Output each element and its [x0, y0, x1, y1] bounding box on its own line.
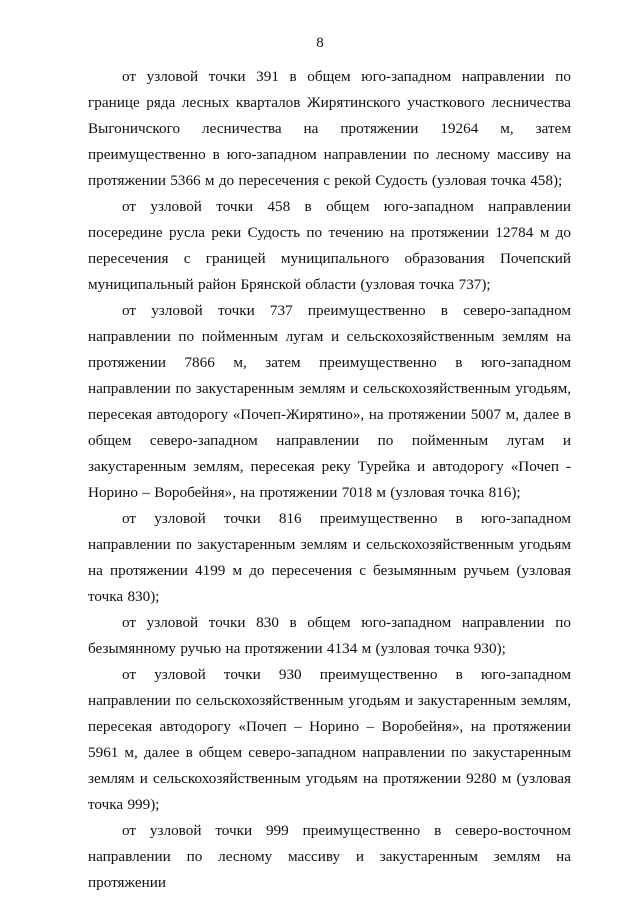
paragraph-node-737: от узловой точки 737 преимущественно в северо-западном направлении по пойменным лугам и сельскохозяйственным землям на протяжении 7866 м, затем преимущественно в юго-западном направлении по закустаренным землям и сельскохозяйственным угодьям, пересекая автодорогу «Почеп-Жирятино», на протяжении 5007 м, далее в общем северо-западном направлении по пойменным лугам и закустаренным землям, пересекая реку Турейка и автодорогу «Почеп - Норино – Воробейня», на протяжении 7018 м (узловая точка 816); — [88, 302, 571, 501]
paragraph-node-830: от узловой точки 830 в общем юго-западном направлении по безымянному ручью на протяжении 4134 м (узловая точка 930); — [88, 614, 571, 657]
paragraph-node-816: от узловой точки 816 преимущественно в юго-западном направлении по закустаренным землям и сельскохозяйственным угодьям на протяжении 4199 м до пересечения с безымянным ручьем (узловая точка 830); — [88, 510, 571, 605]
paragraph-node-930: от узловой точки 930 преимущественно в юго-западном направлении по сельскохозяйственным угодьям и закустаренным землям, пересекая автодорогу «Почеп – Норино – Воробейня», на протяжении 5961 м, далее в общем северо-западном направлении по закустаренным землям и сельскохозяйственным угодьям на протяжении 9280 м (узловая точка 999); — [88, 666, 571, 813]
paragraph-node-458: от узловой точки 458 в общем юго-западном направлении посередине русла реки Судость по течению на протяжении 12784 м до пересечения с границей муниципального образования Почепский муниципальный район Брянской области (узловая точка 737); — [88, 198, 571, 293]
paragraph-node-999: от узловой точки 999 преимущественно в северо-восточном направлении по лесному массиву и закустаренным землям на протяжении — [88, 822, 571, 891]
document-body — [88, 64, 571, 896]
page-number: 8 — [316, 35, 324, 51]
paragraph-node-391: от узловой точки 391 в общем юго-западном направлении по границе ряда лесных кварталов Жирятинского участкового лесничества Выгоничского лесничества на протяжении 19264 м, затем преимущественно в юго-западном направлении по лесному массиву на протяжении 5366 м до пересечения с рекой Судость (узловая точка 458); — [88, 68, 571, 189]
